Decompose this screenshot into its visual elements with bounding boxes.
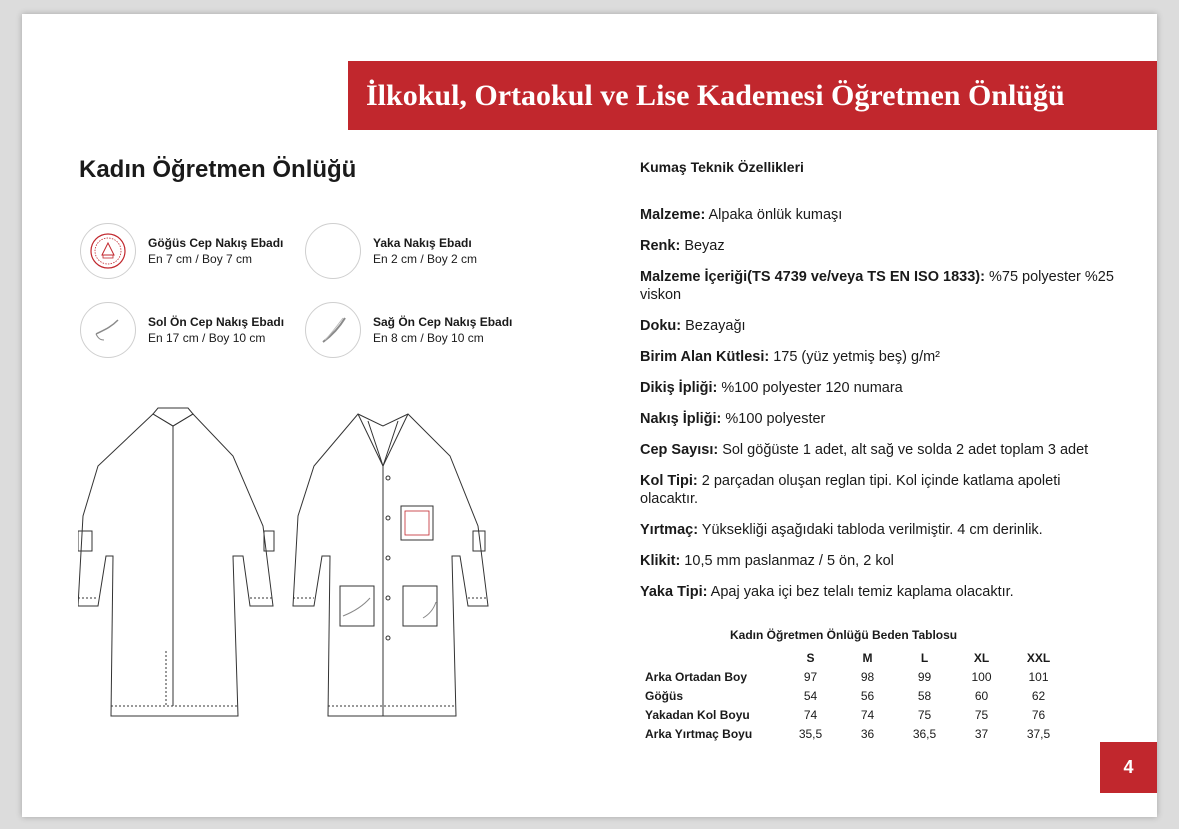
table-row xyxy=(642,667,1067,686)
badge-label: Göğüs Cep Nakış Ebadı xyxy=(148,236,284,250)
table-cell: 35,5 xyxy=(798,726,823,741)
garment-drawings xyxy=(78,406,498,726)
spec-key: Nakış İpliği: xyxy=(640,411,722,427)
table-row xyxy=(642,705,1067,724)
table-cell: 101 xyxy=(1028,669,1049,684)
row-label: Yakadan Kol Boyu xyxy=(645,707,750,722)
table-cell: 58 xyxy=(917,688,932,703)
spec-item xyxy=(640,552,1120,570)
table-cell: 75 xyxy=(917,707,932,722)
spec-key: Cep Sayısı: xyxy=(640,442,719,458)
size-table xyxy=(642,648,1067,743)
table-header: XL xyxy=(973,650,990,665)
spec-item xyxy=(640,441,1120,459)
front-view-drawing xyxy=(293,414,488,716)
spec-item xyxy=(640,472,1120,508)
stitch-curve-icon xyxy=(305,302,361,358)
table-cell: 54 xyxy=(803,688,818,703)
badge-size: En 8 cm / Boy 10 cm xyxy=(373,331,484,345)
spec-key: Klikit: xyxy=(640,553,681,569)
badge-size: En 2 cm / Boy 2 cm xyxy=(373,252,478,266)
table-cell: 37 xyxy=(974,726,989,741)
spec-key: Dikiş İpliği: xyxy=(640,380,718,396)
spec-item xyxy=(640,317,1120,335)
spec-value: 2 parçadan oluşan reglan tipi. Kol içinde katlama apoleti olacaktır. xyxy=(640,473,1061,507)
spec-item xyxy=(640,410,1120,428)
spec-value: 10,5 mm paslanmaz / 5 ön, 2 kol xyxy=(680,553,894,569)
spec-key: Kol Tipi: xyxy=(640,473,698,489)
page-banner xyxy=(348,61,1157,130)
table-cell: 37,5 xyxy=(1026,726,1051,741)
table-cell: 100 xyxy=(971,669,992,684)
spec-value: %100 polyester 120 numara xyxy=(717,380,903,396)
spec-value: Yüksekliği aşağıdaki tabloda verilmiştir. 4 cm derinlik. xyxy=(698,522,1043,538)
table-cell: 56 xyxy=(860,688,875,703)
spec-key: Renk: xyxy=(640,238,681,254)
badge-size: En 7 cm / Boy 7 cm xyxy=(148,252,253,266)
table-cell: 62 xyxy=(1031,688,1046,703)
spec-value: Apaj yaka içi bez telalı temiz kaplama olacaktır. xyxy=(707,584,1014,600)
spec-key: Malzeme: xyxy=(640,207,706,223)
spec-value: %100 polyester xyxy=(721,411,826,427)
spec-item xyxy=(640,206,1120,224)
badge-label: Sağ Ön Cep Nakış Ebadı xyxy=(373,315,513,329)
size-table-title: Kadın Öğretmen Önlüğü Beden Tablosu xyxy=(730,628,958,642)
badge-label: Yaka Nakış Ebadı xyxy=(373,236,472,250)
back-view-drawing xyxy=(78,408,274,716)
table-corner xyxy=(642,648,782,667)
spec-key: Yaka Tipi: xyxy=(640,584,708,600)
spec-key: Yırtmaç: xyxy=(640,522,699,538)
badge-label: Sol Ön Cep Nakış Ebadı xyxy=(148,315,285,329)
page xyxy=(22,14,1157,817)
spec-value: 175 (yüz yetmiş beş) g/m² xyxy=(769,349,941,365)
spec-item xyxy=(640,348,1120,366)
table-cell: 76 xyxy=(1031,707,1046,722)
badge-left-front-pocket xyxy=(80,302,284,358)
row-label: Göğüs xyxy=(645,688,683,703)
table-cell: 99 xyxy=(917,669,932,684)
table-cell: 36,5 xyxy=(912,726,937,741)
badge-collar xyxy=(305,223,477,279)
spec-item xyxy=(640,237,1120,255)
spec-key: Doku: xyxy=(640,318,682,334)
table-header: XXL xyxy=(1026,650,1051,665)
spec-value: Bezayağı xyxy=(681,318,746,334)
badge-right-front-pocket xyxy=(305,302,512,358)
banner-title: İlkokul, Ortaokul ve Lise Kademesi Öğretmen Önlüğü xyxy=(366,79,1065,112)
stitch-curve-icon xyxy=(80,302,136,358)
spec-item xyxy=(640,521,1120,539)
table-cell: 97 xyxy=(803,669,818,684)
specs-title: Kumaş Teknik Özellikleri xyxy=(640,159,804,175)
page-number-badge xyxy=(1100,742,1157,793)
spec-value: Beyaz xyxy=(680,238,725,254)
emblem-icon xyxy=(80,223,136,279)
specs-list xyxy=(640,206,1120,614)
spec-value: %75 polyester %25 viskon xyxy=(640,269,1114,303)
section-title: Kadın Öğretmen Önlüğü xyxy=(79,156,357,183)
badge-chest-pocket xyxy=(80,223,283,279)
crescent-icon xyxy=(305,223,361,279)
table-cell: 75 xyxy=(974,707,989,722)
table-header: L xyxy=(920,650,929,665)
spec-item xyxy=(640,268,1120,304)
table-cell: 60 xyxy=(974,688,989,703)
row-label: Arka Yırtmaç Boyu xyxy=(645,726,753,741)
table-header: S xyxy=(806,650,815,665)
page-number: 4 xyxy=(1123,757,1134,777)
table-cell: 74 xyxy=(860,707,875,722)
table-cell: 36 xyxy=(860,726,875,741)
table-cell: 74 xyxy=(803,707,818,722)
spec-key: Malzeme İçeriği(TS 4739 ve/veya TS EN ISO 1833): xyxy=(640,269,985,285)
spec-item xyxy=(640,583,1120,601)
table-header: M xyxy=(862,650,873,665)
spec-item xyxy=(640,379,1120,397)
spec-key: Birim Alan Kütlesi: xyxy=(640,349,770,365)
spec-value: Sol göğüste 1 adet, alt sağ ve solda 2 adet toplam 3 adet xyxy=(718,442,1089,458)
table-row xyxy=(642,724,1067,743)
table-header-row xyxy=(642,648,1067,667)
row-label: Arka Ortadan Boy xyxy=(645,669,748,684)
spec-value: Alpaka önlük kumaşı xyxy=(705,207,843,223)
table-cell: 98 xyxy=(860,669,875,684)
table-row xyxy=(642,686,1067,705)
badge-size: En 17 cm / Boy 10 cm xyxy=(148,331,266,345)
